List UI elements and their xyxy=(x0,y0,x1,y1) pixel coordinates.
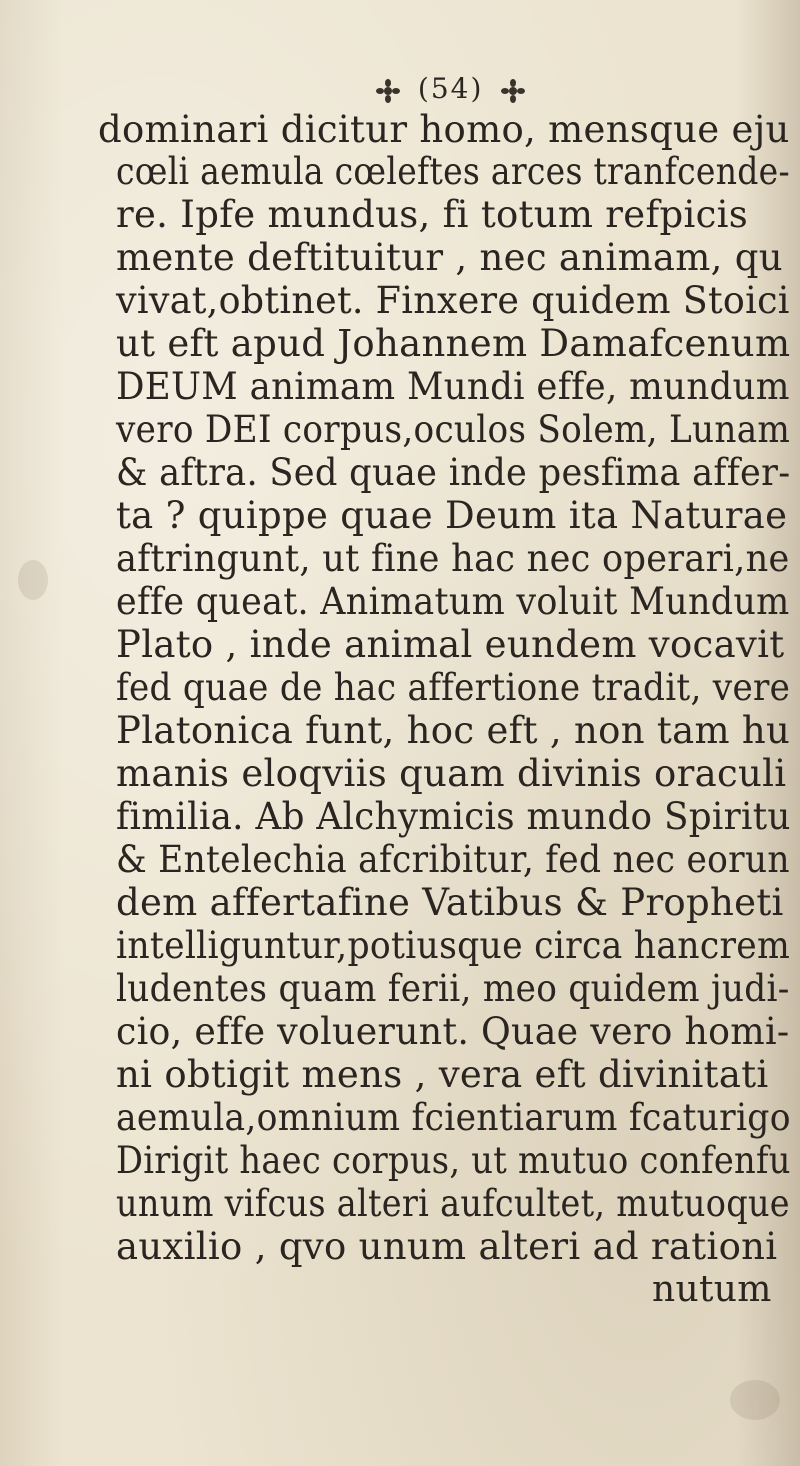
text-line: unum vifcus alteri aufcultet, mutuoque xyxy=(116,1182,790,1225)
text-line: ta ? quippe quae Deum ita Naturae xyxy=(116,494,788,537)
text-line: Dirigit haec corpus, ut mutuo confenfu xyxy=(116,1139,791,1182)
text-line: cœli aemula cœleftes arces tranfcende- xyxy=(116,150,790,193)
page-number: (54) xyxy=(417,72,484,105)
text-line: fed quae de hac affertione tradit, vere xyxy=(116,666,791,709)
paper-stain xyxy=(18,560,48,600)
text-line: Plato , inde animal eundem vocavit xyxy=(116,623,785,666)
text-line: intelliguntur,potiusque circa hancrem xyxy=(116,924,791,967)
text-line: aftringunt, ut fine hac nec operari,ne xyxy=(116,537,790,580)
text-line: Platonica funt, hoc eft , non tam hu xyxy=(116,709,791,752)
text-line: ut eft apud Johannem Damafcenum xyxy=(116,322,791,365)
text-line: DEUM animam Mundi effe, mundum xyxy=(116,365,790,408)
text-line: dominari dicitur homo, mensque eju xyxy=(98,108,790,151)
fleuron-left-icon xyxy=(375,78,401,104)
text-line: vivat,obtinet. Finxere quidem Stoici xyxy=(116,279,790,322)
text-line: manis eloqviis quam divinis oraculi xyxy=(116,752,787,795)
text-line: & aftra. Sed quae inde pesfima affer- xyxy=(116,451,791,494)
paper-stain xyxy=(730,1380,780,1420)
text-line: mente deftituitur , nec animam, qu xyxy=(116,236,783,279)
text-line: aemula,omnium fcientiarum fcaturigo xyxy=(116,1096,791,1139)
text-line: fimilia. Ab Alchymicis mundo Spiritu xyxy=(116,795,791,838)
text-line: cio, effe voluerunt. Quae vero homi- xyxy=(116,1010,790,1053)
text-line: & Entelechia afcribitur, fed nec eorun xyxy=(116,838,790,881)
text-line: ni obtigit mens , vera eft divinitati xyxy=(116,1053,769,1096)
text-line: vero DEI corpus,oculos Solem, Lunam xyxy=(116,408,791,451)
text-line: re. Ipfe mundus, fi totum refpicis xyxy=(116,193,749,236)
fleuron-right-icon xyxy=(500,78,526,104)
text-line: dem affertafine Vatibus & Propheti xyxy=(116,881,784,924)
text-line: auxilio , qvo unum alteri ad rationi xyxy=(116,1225,778,1268)
text-line: effe queat. Animatum voluit Mundum xyxy=(116,580,790,623)
text-line: ludentes quam ferii, meo quidem judi- xyxy=(116,967,790,1010)
catchword: nutum xyxy=(652,1269,772,1310)
